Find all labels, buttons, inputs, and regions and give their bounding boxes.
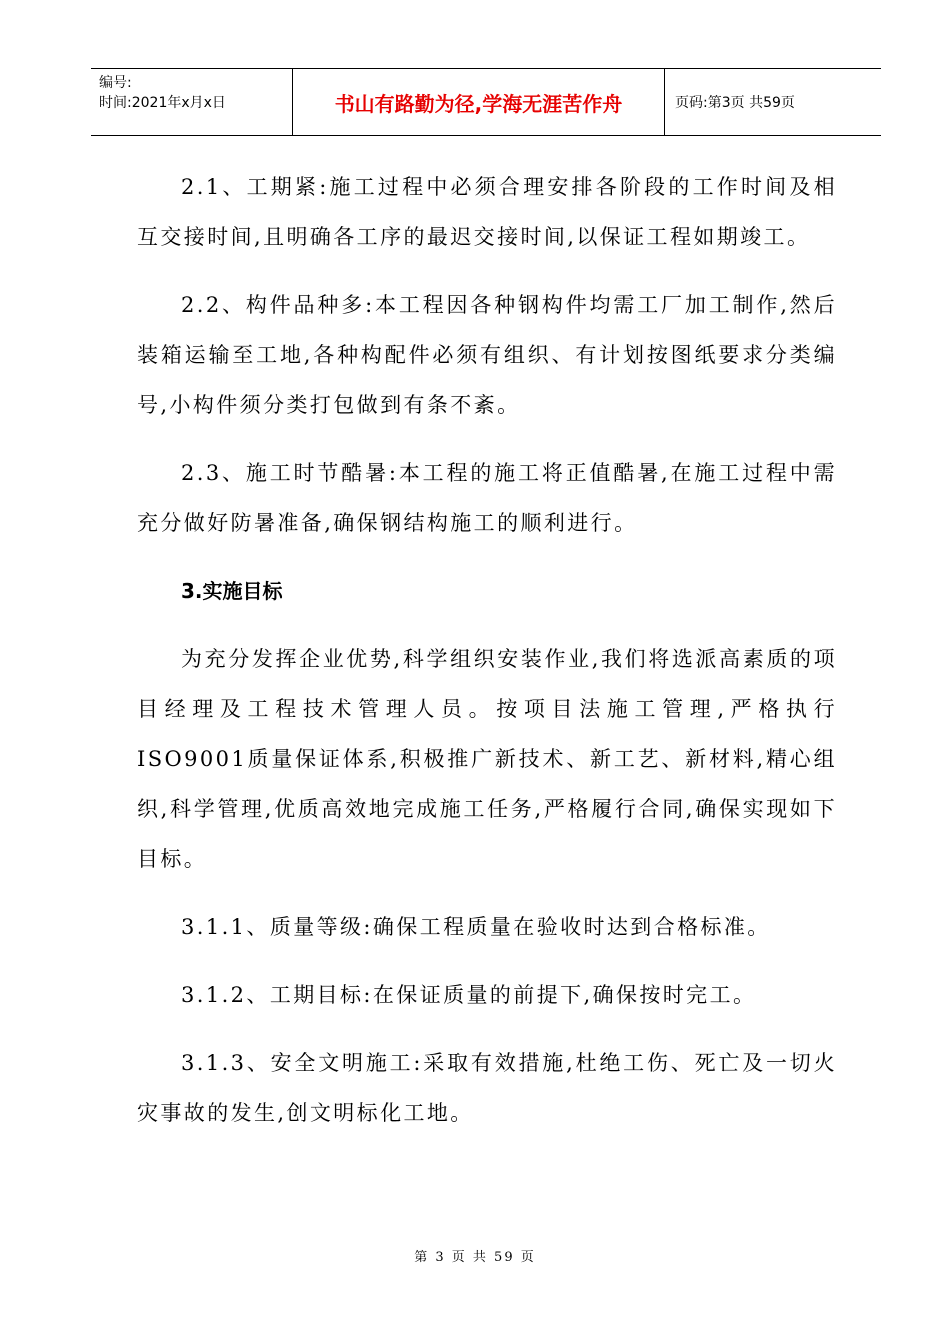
- document-body: [137, 162, 837, 1138]
- time-label: 时间:2021年x月x日: [99, 95, 226, 111]
- paragraph-3-1-2: 3.1.2、工期目标:在保证质量的前提下,确保按时完工。: [181, 983, 757, 1007]
- page-footer: 第 3 页 共 59 页: [414, 1250, 536, 1265]
- section-heading-3: 3.实施目标: [181, 579, 283, 603]
- header-motto: 书山有路勤为径,学海无涯苦作舟: [334, 91, 623, 116]
- paragraph-3-1-1: 3.1.1、质量等级:确保工程质量在验收时达到合格标准。: [181, 915, 771, 939]
- header-motto-cell: [293, 69, 665, 135]
- paragraph-2-2: 2.2、构件品种多:本工程因各种钢构件均需工厂加工制作,然后装箱运输至工地,各种构配件必须有组织、有计划按图纸要求分类编号,小构件须分类打包做到有条不紊。: [137, 293, 837, 417]
- serial-label: 编号:: [99, 75, 132, 91]
- header-page-code: 页码:第3页 共59页: [675, 95, 795, 111]
- paragraph-3-1-3: 3.1.3、安全文明施工:采取有效措施,杜绝工伤、死亡及一切火灾事故的发生,创文明标化工地。: [137, 1051, 837, 1125]
- header-page-cell: [665, 69, 881, 135]
- paragraph-2-1: 2.1、工期紧:施工过程中必须合理安排各阶段的工作时间及相互交接时间,且明确各工序的最迟交接时间,以保证工程如期竣工。: [137, 175, 837, 249]
- page-header: [91, 68, 881, 136]
- header-info-cell: [91, 69, 293, 135]
- paragraph-2-3: 2.3、施工时节酷暑:本工程的施工将正值酷暑,在施工过程中需充分做好防暑准备,确保钢结构施工的顺利进行。: [137, 461, 837, 535]
- paragraph-3-intro: 为充分发挥企业优势,科学组织安装作业,我们将选派高素质的项目经理及工程技术管理人员。按项目法施工管理,严格执行ISO9001质量保证体系,积极推广新技术、新工艺、新材料,精心组织,科学管理,优质高效地完成施工任务,严格履行合同,确保实现如下目标。: [137, 647, 837, 871]
